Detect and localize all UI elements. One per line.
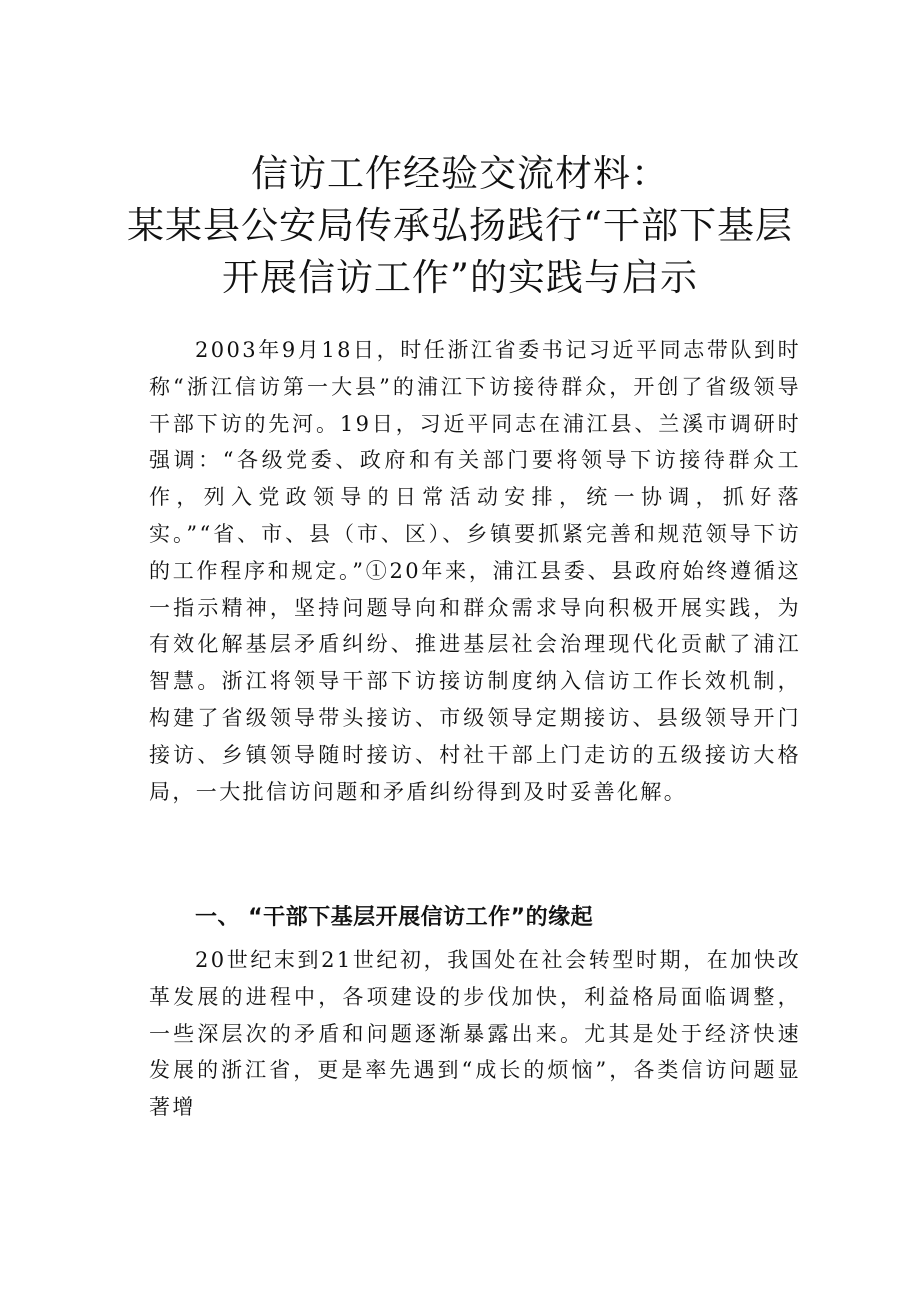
section-heading-1: 一、 “干部下基层开展信访工作”的缘起 [195, 905, 594, 930]
body-paragraph-1: 2003年9月18日，时任浙江省委书记习近平同志带队到时称“浙江信访第一大县”的浦江下访接待群众，开创了省级领导干部下访的先河。19日，习近平同志在浦江县、兰溪市调研时强调：“各级党委、政府和有关部门要将领导下访接待群众工作，列入党政领导的日常活动安排，统一协调，抓好落实。”“省、市、县（市、区）、乡镇要抓紧完善和规范领导下访的工作程序和规定。”①20年来，浦江县委、县政府始终遵循这一指示精神，坚持问题导向和群众需求导向积极开展实践，为有效化解基层矛盾纠纷、推进基层社会治理现代化贡献了浦江智慧。浙江将领导干部下访接访制度纳入信访工作长效机制，构建了省级领导带头接访、市级领导定期接访、县级领导开门接访、乡镇领导随时接访、村社干部上门走访的五级接访大格局，一大批信访问题和矛盾纠纷得到及时妥善化解。 [149, 338, 801, 804]
document-title [90, 148, 830, 304]
title-line-3: 开展信访工作”的实践与启示 [222, 256, 698, 299]
title-line-1: 信访工作经验交流材料： [251, 152, 669, 195]
body-paragraph-2: 20世纪末到21世纪初，我国处在社会转型时期，在加快改革发展的进程中，各项建设的步伐加快，利益格局面临调整，一些深层次的矛盾和问题逐渐暴露出来。尤其是处于经济快速发展的浙江省，更是率先遇到“成长的烦恼”，各类信访问题显著增 [149, 948, 801, 1120]
title-line-2: 某某县公安局传承弘扬践行“干部下基层 [127, 204, 793, 247]
